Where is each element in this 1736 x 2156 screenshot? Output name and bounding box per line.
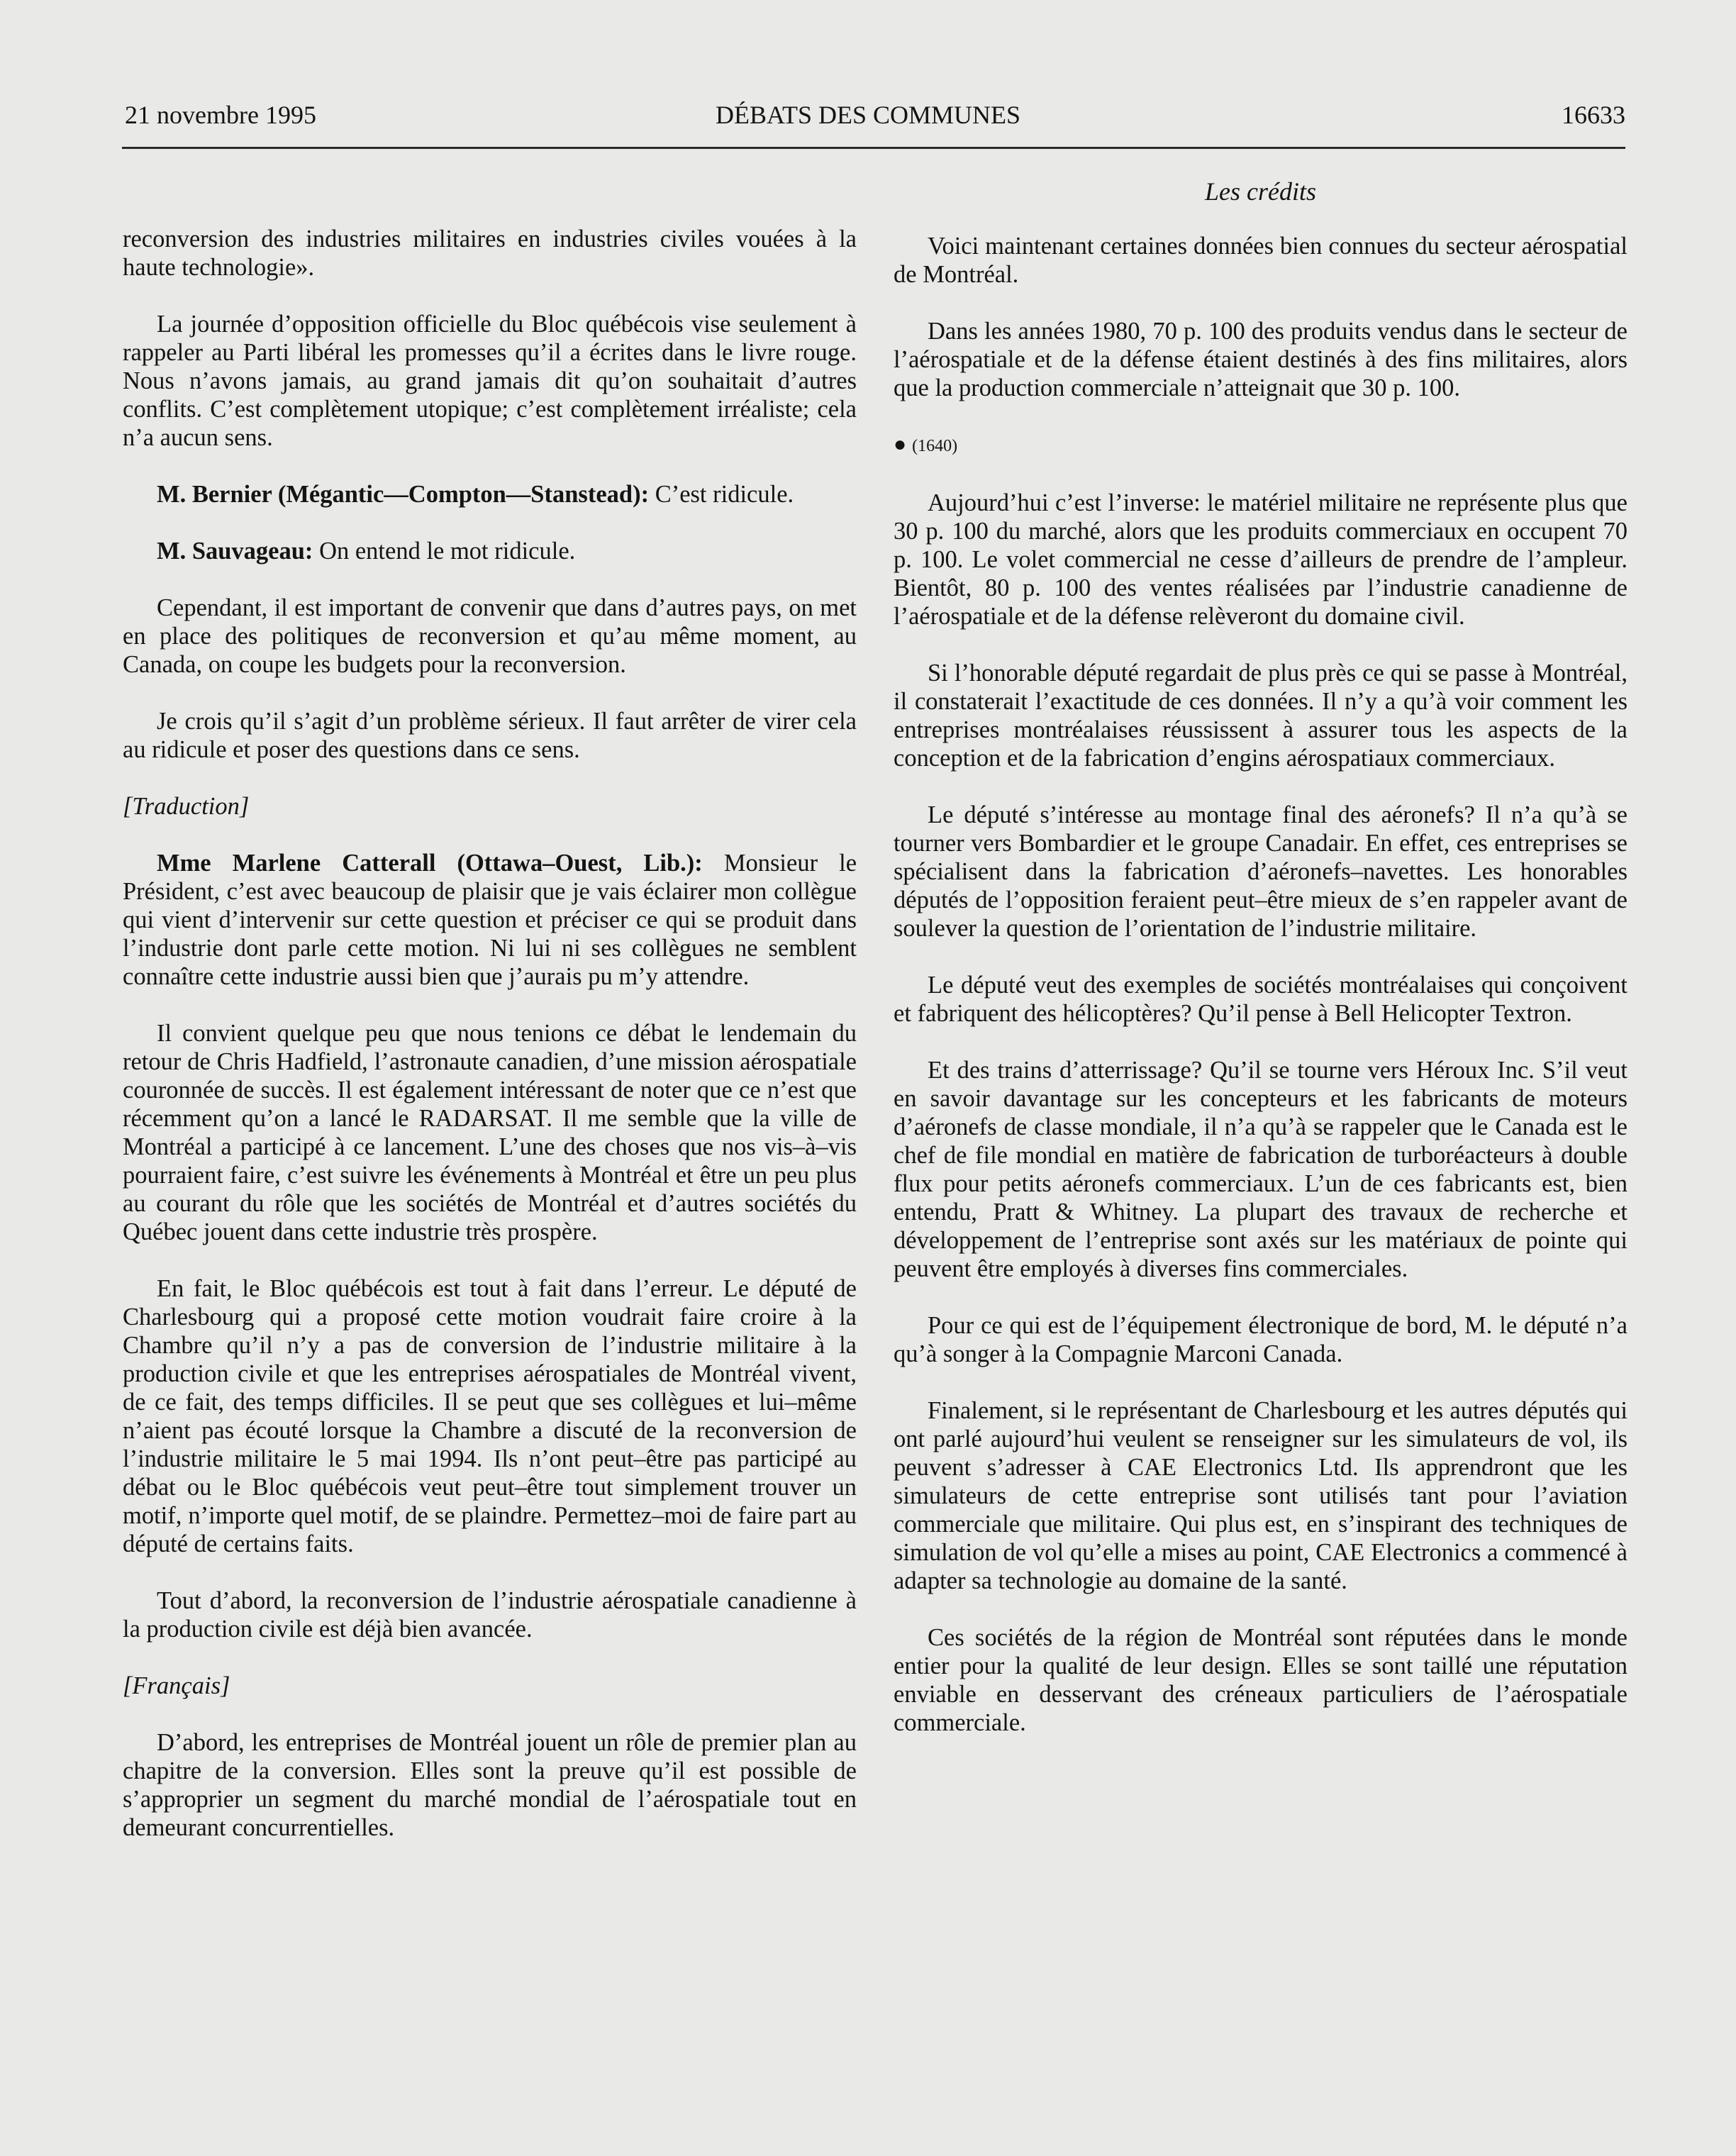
- speech-paragraph: [123, 480, 857, 509]
- header-title: DÉBATS DES COMMUNES: [715, 101, 1021, 129]
- right-column: [894, 232, 1628, 1765]
- speech-text: Monsieur le Président, c’est avec beaucoup de plaisir que je vais éclairer mon collègue qui vient d’intervenir sur cette question et préciser ce qui se produit dans l’industrie dont parle cette motion. Ni lui ni ses collègues ne semblent connaître cette industrie aussi bien que j’aurais pu m’y attendre.: [123, 850, 857, 990]
- paragraph: Et des trains d’atterrissage? Qu’il se tourne vers Héroux Inc. S’il veut en savoir davantage sur les concepteurs et les fabricants de moteurs d’aéronefs de classe mondiale, il n’a qu’à se rappeler que le Canada est le chef de file mondial en matière de fabrication de turboréacteurs à double flux pour petits aéronefs commerciaux. L’un de ces fabricants est, bien entendu, Pratt & Whitney. La plupart des travaux de recherche et développement de l’entreprise sont axés sur les matériaux de pointe qui peuvent être employés à diverses fins commerciales.: [894, 1057, 1628, 1282]
- speech-text: On entend le mot ridicule.: [313, 538, 576, 565]
- paragraph: Finalement, si le représentant de Charlesbourg et les autres députés qui ont parlé aujourd’hui veulent se renseigner sur les simulateurs de vol, ils peuvent s’adresser à CAE Electronics Ltd. Ils apprendront que les simulateurs de cette entreprise sont utilisés tant pour l’aviation commerciale que militaire. Qui plus est, en s’inspirant des techniques de simulation de vol qu’elle a mises au point, CAE Electronics a commencé à adapter sa technologie au domaine de la santé.: [894, 1397, 1628, 1594]
- paragraph: La journée d’opposition officielle du Bloc québécois vise seulement à rappeler au Parti libéral les promesses qu’il a écrites dans le livre rouge. Nous n’avons jamais, au grand jamais dit qu’on souhaitait d’autres conflits. C’est complètement utopique; c’est complètement irréaliste; cela n’a aucun sens.: [123, 311, 857, 451]
- paragraph: D’abord, les entreprises de Montréal jouent un rôle de premier plan au chapitre de la conversion. Elles sont la preuve qu’il est possible de s’approprier un segment du marché mondial de l’aérospatiale tout en demeurant concurrentielles.: [123, 1729, 857, 1841]
- paragraph: En fait, le Bloc québécois est tout à fait dans l’erreur. Le député de Charlesbourg qui a proposé cette motion voudrait faire croire à la Chambre qu’il n’y a pas de conversion de l’industrie militaire à la production civile et que les entreprises aérospatiales de Montréal vivent, de ce fait, des temps difficiles. Il se peut que ses collègues et lui–même n’aient pas écouté lorsque la Chambre a discuté de la reconversion de l’industrie militaire le 5 mai 1994. Ils n’ont peut–être pas participé au débat ou le Bloc québécois veut peut–être tout simplement trouver un motif, n’importe quel motif, de se plaindre. Permettez–moi de faire part au député de certains faits.: [123, 1275, 857, 1557]
- paragraph: Je crois qu’il s’agit d’un problème sérieux. Il faut arrêter de virer cela au ridicule et poser des questions dans ce sens.: [123, 708, 857, 763]
- paragraph: Il convient quelque peu que nous tenions ce débat le lendemain du retour de Chris Hadfield, l’astronaute canadien, d’une mission aérospatiale couronnée de succès. Il est également intéressant de noter que ce n’est que récemment qu’on a lancé le RADARSAT. Il me semble que la ville de Montréal a participé à ce lancement. L’une des choses que nos vis–à–vis pourraient faire, c’est suivre les événements à Montréal et être un peu plus au courant du rôle que les sociétés de Montréal et d’autres sociétés du Québec jouent dans cette industrie très prospère.: [123, 1020, 857, 1245]
- left-column: [123, 225, 857, 1870]
- paragraph: Voici maintenant certaines données bien connues du secteur aérospatial de Montréal.: [894, 233, 1628, 288]
- paragraph: Cependant, il est important de convenir que dans d’autres pays, on met en place des politiques de reconversion et qu’au même moment, au Canada, on coupe les budgets pour la reconversion.: [123, 594, 857, 678]
- speaker-name: M. Bernier (Mégantic—Compton—Stanstead):: [157, 481, 650, 508]
- speech-paragraph: [123, 537, 857, 565]
- paragraph: Ces sociétés de la région de Montréal sont réputées dans le monde entier pour la qualité de leur design. Elles se sont taillé une réputation enviable en desservant des créneaux particuliers de l’aérospatiale commerciale.: [894, 1624, 1628, 1736]
- speaker-name: Mme Marlene Catterall (Ottawa–Ouest, Lib.):: [157, 850, 703, 877]
- time-marker-text: (1640): [912, 437, 958, 455]
- header-date: 21 novembre 1995: [125, 101, 316, 129]
- paragraph: Dans les années 1980, 70 p. 100 des produits vendus dans le secteur de l’aérospatiale et de la défense étaient destinés à des fins militaires, alors que la production commerciale n’atteignait que 30 p. 100.: [894, 318, 1628, 401]
- header-page-number: 16633: [1562, 101, 1625, 129]
- paragraph: reconversion des industries militaires en industries civiles vouées à la haute technologie».: [123, 226, 857, 281]
- speech-text: C’est ridicule.: [649, 481, 794, 508]
- language-label: [Français]: [123, 1672, 230, 1699]
- section-title: Les crédits: [1205, 177, 1316, 206]
- speaker-name: M. Sauvageau:: [157, 538, 313, 565]
- paragraph: Tout d’abord, la reconversion de l’industrie aérospatiale canadienne à la production civile est déjà bien avancée.: [123, 1587, 857, 1643]
- paragraph: Pour ce qui est de l’équipement électronique de bord, M. le député n’a qu’à songer à la Compagnie Marconi Canada.: [894, 1312, 1628, 1367]
- time-marker: [894, 430, 1628, 460]
- paragraph: Aujourd’hui c’est l’inverse: le matériel militaire ne représente plus que 30 p. 100 du marché, alors que les produits commerciaux en occupent 70 p. 100. Le volet commercial ne cesse d’ailleurs de prendre de l’ampleur. Bientôt, 80 p. 100 des ventes réalisées par l’industrie canadienne de l’aérospatiale et de la défense relèveront du domaine civil.: [894, 489, 1628, 630]
- paragraph: Le député veut des exemples de sociétés montréalaises qui conçoivent et fabriquent des hélicoptères? Qu’il pense à Bell Helicopter Textron.: [894, 972, 1628, 1027]
- language-label: [Traduction]: [123, 793, 250, 820]
- speech-paragraph: [123, 849, 857, 991]
- paragraph: Le député s’intéresse au montage final des aéronefs? Il n’a qu’à se tourner vers Bombardier et le groupe Canadair. En effet, ces entreprises se spécialisent dans la fabrication d’aéronefs–navettes. Les honorables députés de l’opposition feraient peut–être mieux de s’en rappeler avant de soulever la question de l’orientation de l’industrie militaire.: [894, 801, 1628, 942]
- header-rule: [122, 147, 1625, 149]
- bullet-icon: ●: [894, 433, 907, 456]
- paragraph: Si l’honorable député regardait de plus près ce qui se passe à Montréal, il constaterait l’exactitude de ces données. Il n’y a qu’à voir comment les entreprises montréalaises réussissent à assurer tous les aspects de la conception et de la fabrication d’engins aérospatiaux commerciaux.: [894, 660, 1628, 772]
